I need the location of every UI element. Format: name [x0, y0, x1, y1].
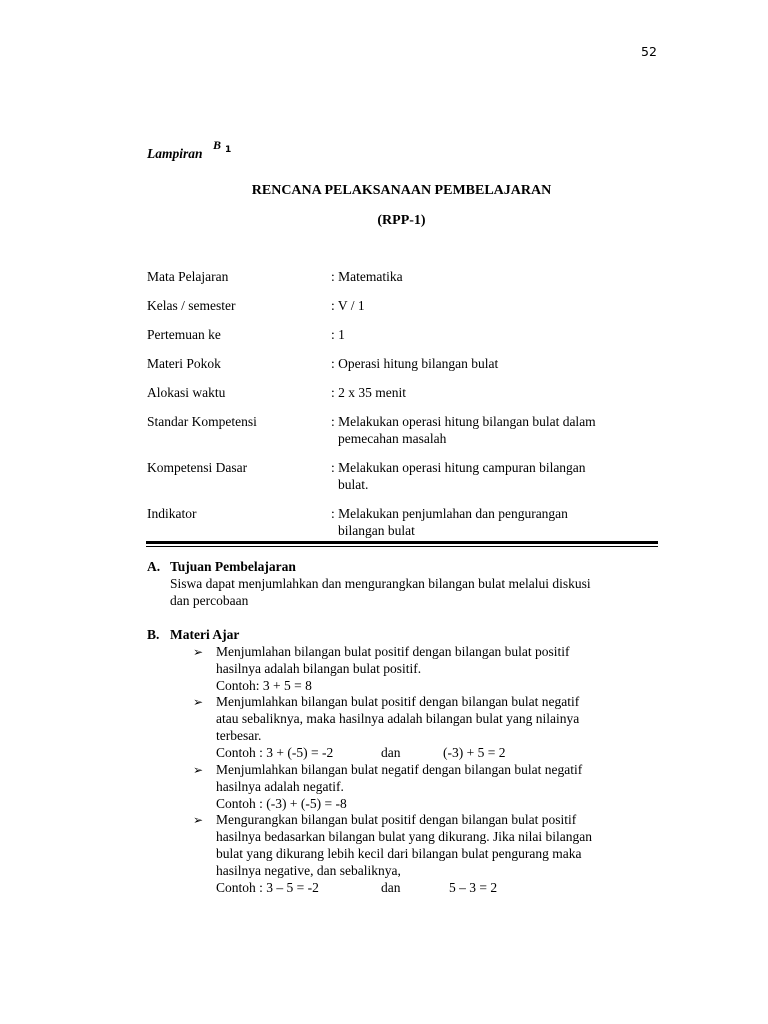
list-item-example: Contoh : (-3) + (-5) = -8	[216, 796, 347, 811]
identity-value-continuation: bulat.	[338, 477, 369, 492]
appendix-subscript: 1	[225, 145, 232, 155]
list-item-example-dan: dan	[381, 745, 401, 760]
identity-label: Pertemuan ke	[147, 327, 221, 342]
bullet-arrow-icon: ➢	[193, 645, 204, 659]
list-item-text: hasilnya adalah negatif.	[216, 779, 344, 794]
list-item-example-2: (-3) + 5 = 2	[443, 745, 506, 760]
identity-value: : Melakukan penjumlahan dan pengurangan	[331, 506, 568, 521]
identity-value: : Matematika	[331, 269, 403, 284]
identity-value-continuation: pemecahan masalah	[338, 431, 447, 446]
list-item-example-2: 5 – 3 = 2	[449, 880, 498, 895]
divider-thick	[146, 541, 658, 544]
identity-value: : Melakukan operasi hitung bilangan bulat dalam	[331, 414, 596, 429]
bullet-arrow-icon: ➢	[193, 695, 204, 709]
section-a-text: dan percobaan	[170, 593, 249, 608]
list-item-text: Menjumlahan bilangan bulat positif dengan bilangan bulat positif	[216, 644, 570, 659]
section-b-letter: B.	[147, 627, 160, 642]
list-item-example: Contoh : 3 + (-5) = -2	[216, 745, 334, 760]
document-subtitle: (RPP-1)	[377, 213, 426, 228]
list-item-text: hasilnya bedasarkan bilangan bulat yang dikurang. Jika nilai bilangan	[216, 829, 593, 844]
bullet-arrow-icon: ➢	[193, 813, 204, 827]
identity-label: Indikator	[147, 506, 197, 521]
identity-label: Mata Pelajaran	[147, 269, 229, 284]
list-item-text: atau sebaliknya, maka hasilnya adalah bilangan bulat yang nilainya	[216, 711, 580, 726]
appendix-label: Lampiran	[147, 146, 203, 161]
list-item-text: Menjumlahkan bilangan bulat negatif dengan bilangan bulat negatif	[216, 762, 583, 777]
list-item-text: hasilnya adalah bilangan bulat positif.	[216, 661, 422, 676]
list-item-text: bulat yang dikurang lebih kecil dari bilangan bulat pengurang maka	[216, 846, 582, 861]
identity-value: : Operasi hitung bilangan bulat	[331, 356, 499, 371]
list-item-example-dan: dan	[381, 880, 401, 895]
section-b-heading: Materi Ajar	[170, 627, 240, 642]
list-item-text: Mengurangkan bilangan bulat positif dengan bilangan bulat positif	[216, 812, 577, 827]
list-item-text: hasilnya negative, dan sebaliknya,	[216, 863, 401, 878]
section-a-text: Siswa dapat menjumlahkan dan mengurangkan bilangan bulat melalui diskusi	[170, 576, 591, 591]
identity-label: Alokasi waktu	[147, 385, 226, 400]
bullet-arrow-icon: ➢	[193, 763, 204, 777]
identity-label: Standar Kompetensi	[147, 414, 257, 429]
identity-value: : 1	[331, 327, 345, 342]
page-number: 52	[641, 44, 657, 59]
list-item-example: Contoh: 3 + 5 = 8	[216, 678, 312, 693]
list-item-example: Contoh : 3 – 5 = -2	[216, 880, 319, 895]
identity-value: : V / 1	[331, 298, 365, 313]
document-title: RENCANA PELAKSANAAN PEMBELAJARAN	[251, 183, 552, 198]
identity-label: Kelas / semester	[147, 298, 236, 313]
divider-thin	[146, 546, 658, 547]
identity-value: : Melakukan operasi hitung campuran bilangan	[331, 460, 586, 475]
list-item-text: terbesar.	[216, 728, 262, 743]
appendix-superscript: B	[213, 138, 222, 152]
identity-value: : 2 x 35 menit	[331, 385, 406, 400]
identity-label: Kompetensi Dasar	[147, 460, 248, 475]
section-a-heading: Tujuan Pembelajaran	[170, 559, 296, 574]
list-item-text: Menjumlahkan bilangan bulat positif dengan bilangan bulat negatif	[216, 694, 580, 709]
identity-value-continuation: bilangan bulat	[338, 523, 415, 538]
identity-label: Materi Pokok	[147, 356, 221, 371]
section-a-letter: A.	[147, 559, 161, 574]
